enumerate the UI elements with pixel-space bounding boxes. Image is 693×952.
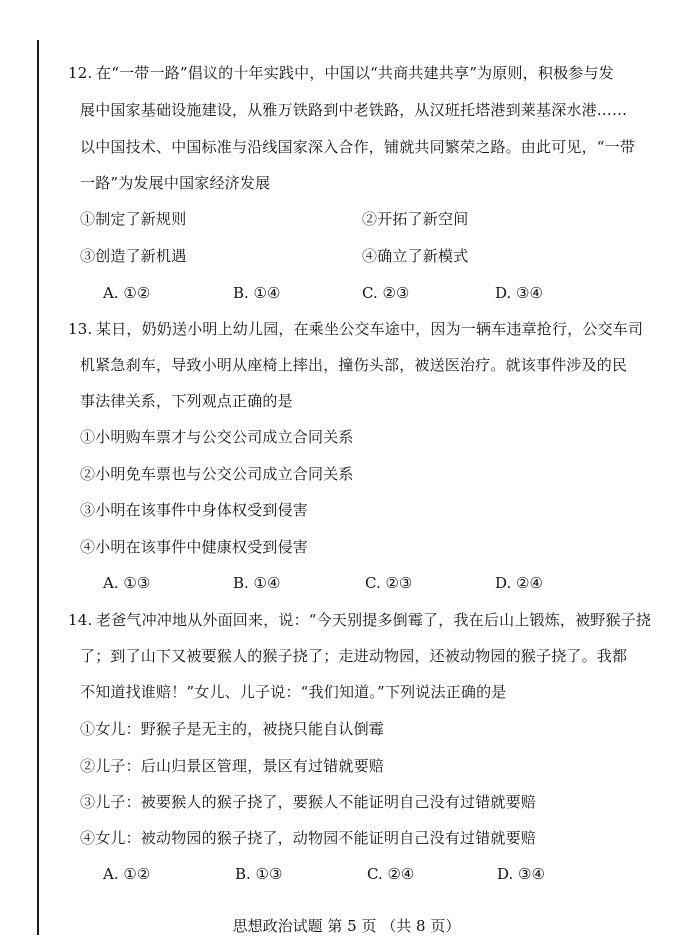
q14-stem-line-2: 了；到了山下又被要猴人的猴子挠了；走进动物园，还被动物园的猴子挠了。我都 — [80, 647, 628, 665]
q13-item-2: ②小明免车票也与公交公司成立合同关系 — [80, 465, 354, 483]
q13-stem-line-2: 机紧急刹车，导致小明从座椅上摔出，撞伤头部，被送医治疗。就该事件涉及的民 — [80, 356, 628, 374]
q12-number: 12. — [68, 64, 93, 82]
q12-stem-line-4: 一路”为发展中国家经济发展 — [80, 174, 271, 192]
q12-item-2: ②开拓了新空间 — [362, 210, 469, 228]
q13-stem-line-3: 事法律关系，下列观点正确的是 — [80, 392, 293, 410]
q12-stem-line-3: 以中国技术、中国标准与沿线国家深入合作，铺就共同繁荣之路。由此可见，“一带 — [80, 138, 636, 156]
q13-number: 13. — [68, 320, 93, 338]
q13-item-1: ①小明购车票才与公交公司成立合同关系 — [80, 428, 354, 446]
q12-item-4: ④确立了新模式 — [362, 247, 469, 265]
q14-number: 14. — [68, 611, 93, 629]
q13-choice-a: A. ①③ — [103, 574, 151, 592]
q14-stem-line-3: 不知道找谁赔！”女儿、儿子说：“我们知道。”下列说法正确的是 — [80, 683, 507, 701]
q12-item-3: ③创造了新机遇 — [80, 247, 187, 265]
q14-item-2: ②儿子：后山归景区管理，景区有过错就要赔 — [80, 757, 385, 775]
page-footer: 思想政治试题 第 5 页 （共 8 页） — [232, 917, 461, 935]
q12-choice-c: C. ②③ — [362, 284, 410, 302]
q13-choice-d: D. ②④ — [495, 574, 543, 592]
q12-stem-line-1 — [68, 63, 614, 83]
q12-choice-b: B. ①④ — [233, 284, 281, 302]
q12-stem-line-2: 展中国家基础设施建设，从雅万铁路到中老铁路，从汉班托塔港到莱基深水港…… — [80, 101, 628, 119]
q12-item-1: ①制定了新规则 — [80, 210, 187, 228]
q13-item-3: ③小明在该事件中身体权受到侵害 — [80, 501, 309, 519]
q12-stem-text-1: 在“一带一路”倡议的十年实践中，中国以“共商共建共享”为原则，积极参与发 — [96, 64, 614, 82]
q14-stem-text-1: 老爸气冲冲地从外面回来，说：“今天别提多倒霉了，我在后山上锻炼，被野猴子挠 — [96, 611, 652, 629]
q14-item-3: ③儿子：被要猴人的猴子挠了，要猴人不能证明自己没有过错就要赔 — [80, 793, 537, 811]
q14-item-1: ①女儿：野猴子是无主的，被挠只能自认倒霉 — [80, 720, 385, 738]
q13-item-4: ④小明在该事件中健康权受到侵害 — [80, 538, 309, 556]
q14-choice-b: B. ①③ — [235, 865, 283, 883]
q14-choice-c: C. ②④ — [367, 865, 415, 883]
q14-item-4: ④女儿：被动物园的猴子挠了，动物园不能证明自己没有过错就要赔 — [80, 829, 537, 847]
binding-margin-line — [37, 40, 39, 935]
q12-choice-a: A. ①② — [103, 284, 151, 302]
q14-choice-d: D. ③④ — [497, 865, 545, 883]
q14-stem-line-1 — [68, 610, 651, 630]
q13-choice-c: C. ②③ — [365, 574, 413, 592]
q13-stem-text-1: 某日，奶奶送小明上幼儿园，在乘坐公交车途中，因为一辆车违章抢行，公交车司 — [96, 320, 644, 338]
q14-choice-a: A. ①② — [103, 865, 151, 883]
q12-choice-d: D. ③④ — [495, 284, 543, 302]
q13-stem-line-1 — [68, 319, 643, 339]
q13-choice-b: B. ①④ — [233, 574, 281, 592]
